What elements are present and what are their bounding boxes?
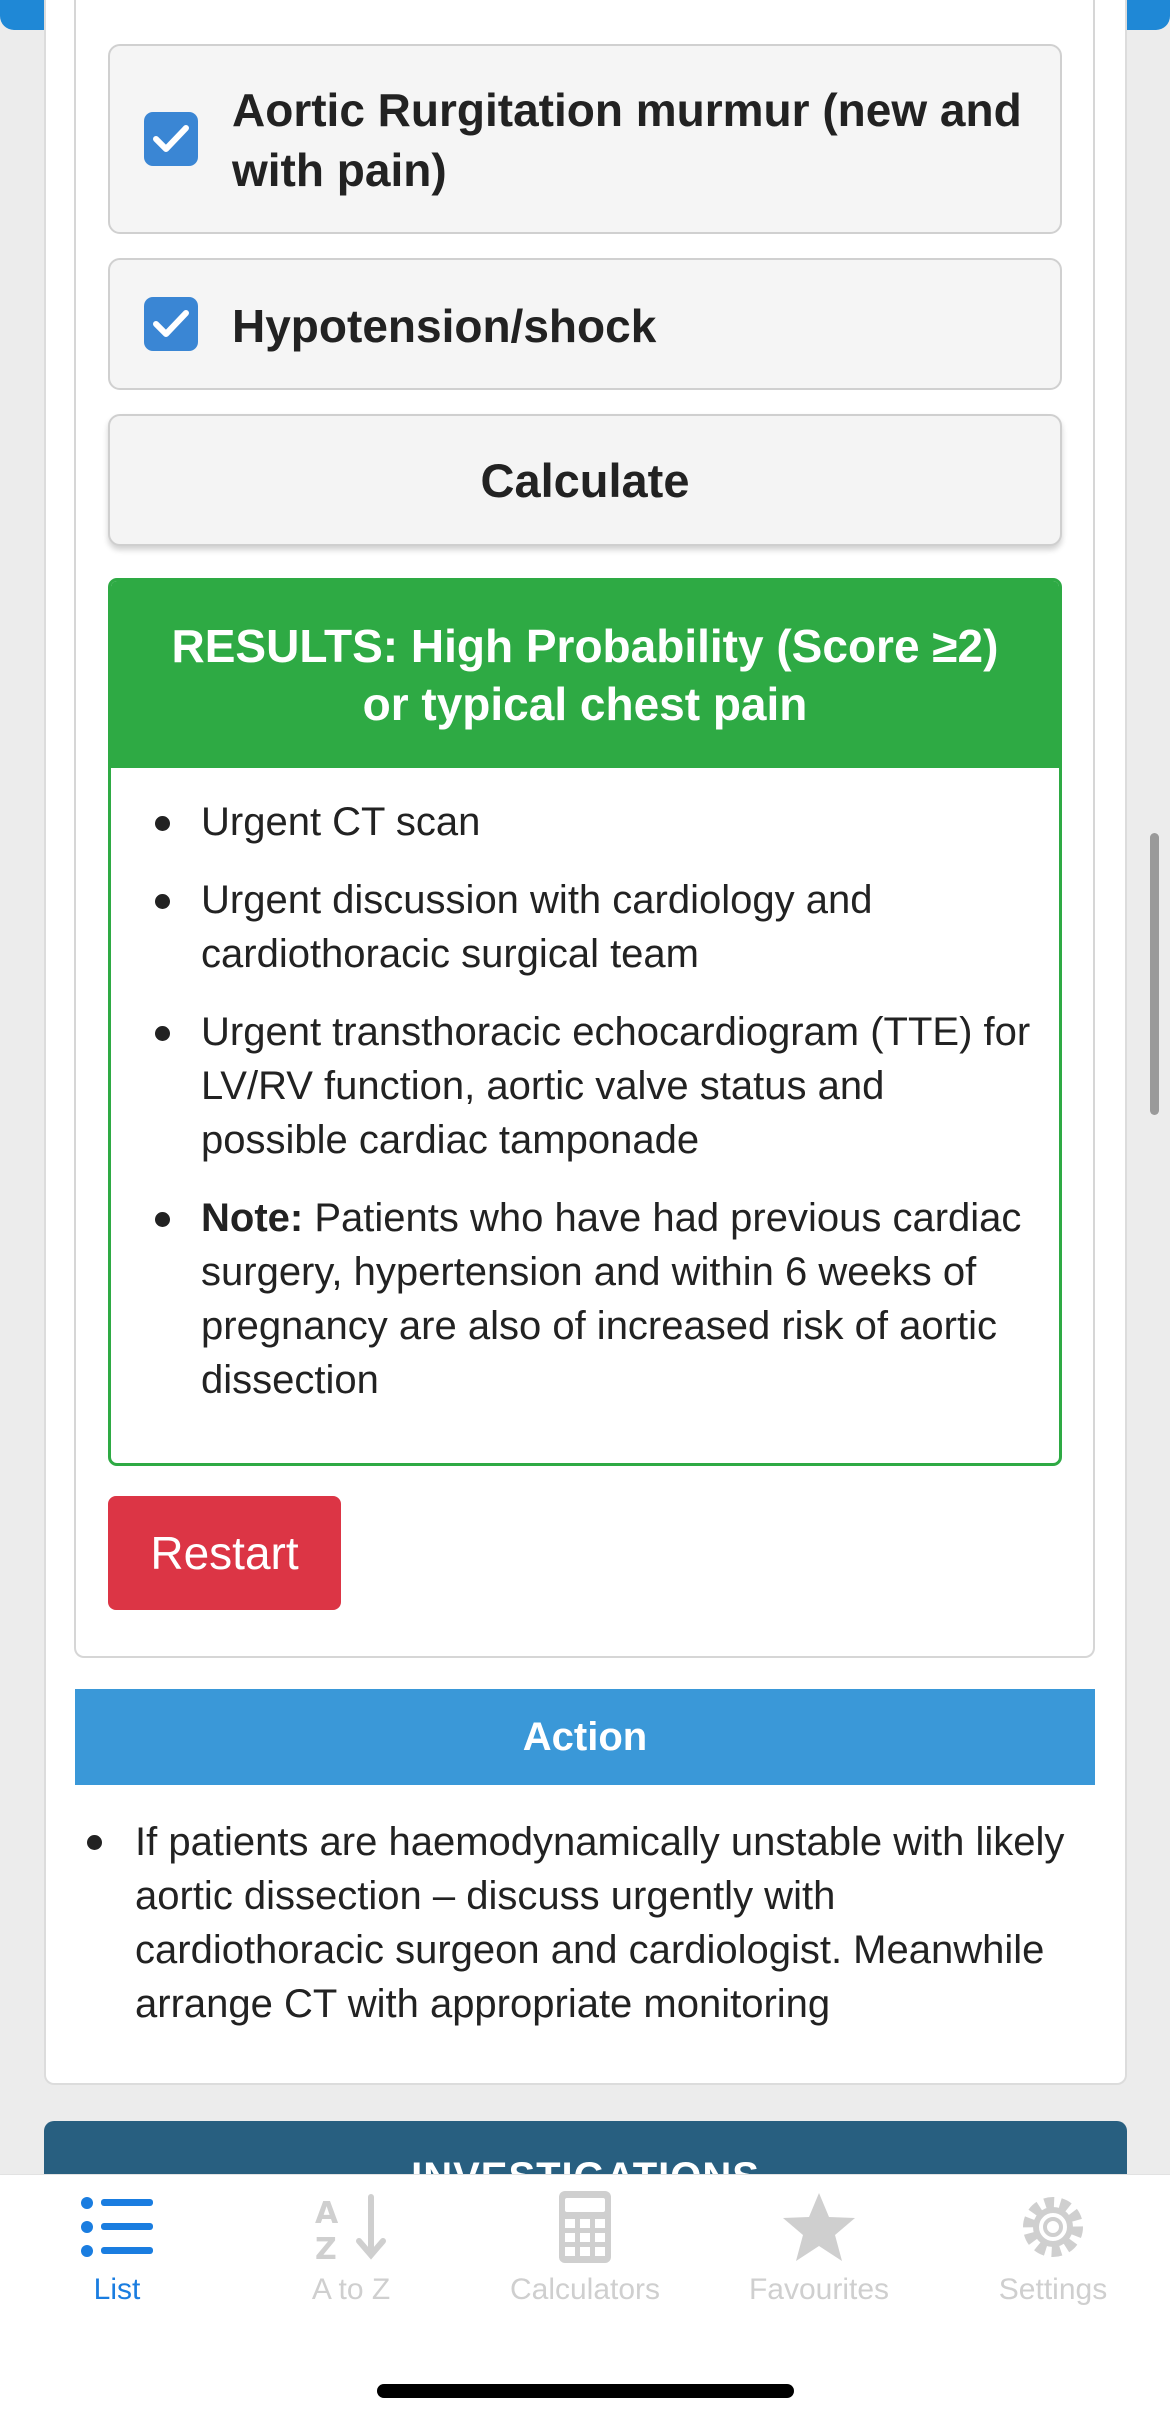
tab-label: Calculators: [509, 2273, 661, 2306]
list-item: Urgent transthoracic echocardiogram (TTE) for LV/RV function, aortic valve status and possible cardiac tamponade: [201, 1005, 1031, 1167]
checkmark-icon: [153, 309, 189, 339]
option-hypotension-shock[interactable]: [108, 258, 1062, 390]
calculate-button[interactable]: Calculate: [108, 414, 1062, 546]
calculator-icon: [545, 2191, 625, 2263]
sort-az-icon: [311, 2191, 391, 2263]
scrollbar[interactable]: [1150, 833, 1159, 1115]
action-heading: Action: [75, 1689, 1095, 1785]
tab-label: Favourites: [748, 2273, 890, 2306]
tab-calculators[interactable]: [468, 2191, 702, 2307]
tab-favourites[interactable]: [702, 2191, 936, 2307]
note-label: Note:: [201, 1196, 304, 1240]
tab-list[interactable]: [0, 2191, 234, 2307]
checkbox-aortic-regurgitation[interactable]: [144, 112, 198, 166]
option-aortic-regurgitation[interactable]: [108, 44, 1062, 234]
tab-label: Settings: [998, 2273, 1108, 2306]
tab-settings[interactable]: [936, 2191, 1170, 2307]
list-item: Urgent CT scan: [201, 795, 1031, 849]
action-text: If patients are haemodynamically unstable with likely aortic dissection – discuss urgently with cardiothoracic surgeon and cardiologist. Meanwhile arrange CT with appropriate monitoring: [135, 1820, 1065, 2026]
home-indicator: [377, 2384, 794, 2398]
results-box: [108, 578, 1062, 1466]
list-item: Urgent discussion with cardiology and cardiothoracic surgical team: [201, 873, 1031, 981]
checkbox-hypotension-shock[interactable]: [144, 297, 198, 351]
svg-text:Z: Z: [315, 2232, 337, 2263]
checkmark-icon: [153, 124, 189, 154]
list-item-note: [201, 1191, 1031, 1407]
list-icon: [77, 2191, 157, 2263]
star-icon: [779, 2191, 859, 2263]
option-label: Aortic Rurgitation murmur (new and with pain): [232, 84, 1022, 196]
bullet-dot: [87, 1835, 102, 1850]
tab-label: List: [93, 2273, 141, 2306]
note-text: Patients who have had previous cardiac surgery, hypertension and within 6 weeks of pregnancy are also of increased risk of aortic dissection: [201, 1196, 1022, 1402]
tab-label: A to Z: [311, 2273, 391, 2306]
option-label: Hypotension/shock: [232, 300, 657, 352]
tab-a-to-z[interactable]: [234, 2191, 468, 2307]
svg-text:A: A: [315, 2196, 339, 2231]
restart-button[interactable]: Restart: [108, 1496, 341, 1610]
results-title: RESULTS: High Probability (Score ≥2) or typical chest pain: [111, 581, 1059, 768]
gear-icon: [1013, 2191, 1093, 2263]
